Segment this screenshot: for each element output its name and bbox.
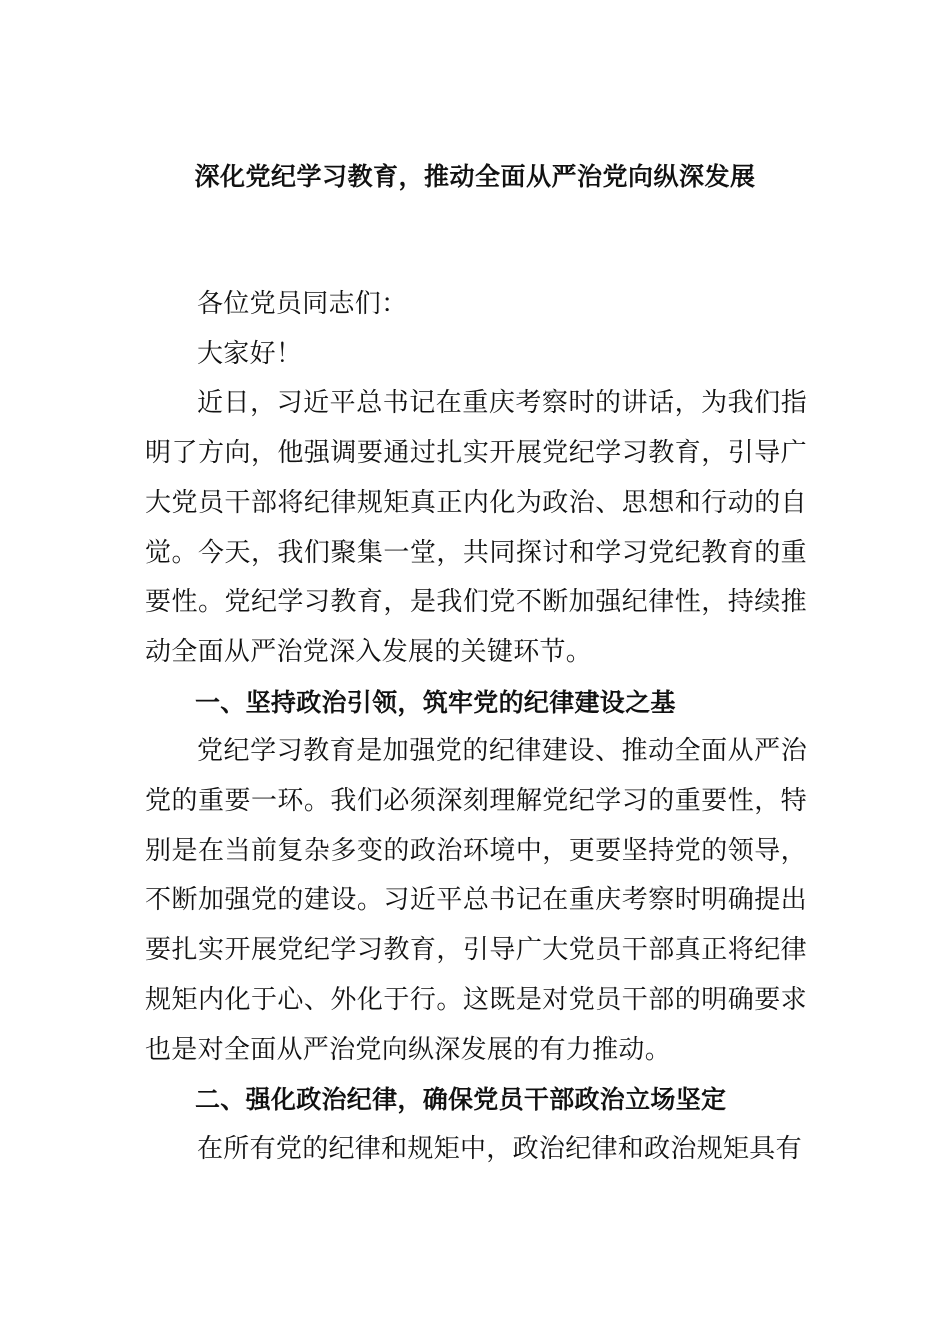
section-heading-2: 二、强化政治纪律，确保党员干部政治立场坚定 bbox=[195, 1085, 727, 1115]
section-2-paragraph: 在所有党的纪律和规矩中，政治纪律和政治规矩具有 bbox=[197, 1133, 802, 1164]
section-heading-1: 一、坚持政治引领，筑牢党的纪律建设之基 bbox=[195, 687, 676, 717]
section-1-paragraph: 党纪学习教育是加强党的纪律建设、推动全面从严治党的重要一环。我们必须深刻理解党纪学习的重要性，特别是在当前复杂多变的政治环境中，更要坚持党的领导，不断加强党的建设。习近平总书记在重庆考察时明确提出要扎实开展党纪学习教育，引导广大党员干部真正将纪律规矩内化于心、外化于行。这既是对党员干部的明确要求也是对全面从严治党向纵深发展的有力推动。 bbox=[145, 736, 807, 1065]
document-body bbox=[145, 280, 807, 1175]
intro-paragraph: 近日，习近平总书记在重庆考察时的讲话，为我们指明了方向，他强调要通过扎实开展党纪学习教育，引导广大党员干部将纪律规矩真正内化为政治、思想和行动的自觉。今天，我们聚集一堂，共同探讨和学习党纪教育的重要性。党纪学习教育，是我们党不断加强纪律性，持续推动全面从严治党深入发展的关键环节。 bbox=[145, 388, 807, 667]
document-title: 深化党纪学习教育，推动全面从严治党向纵深发展 bbox=[194, 162, 756, 191]
greeting: 大家好！ bbox=[197, 338, 303, 369]
salutation: 各位党员同志们： bbox=[197, 289, 408, 319]
